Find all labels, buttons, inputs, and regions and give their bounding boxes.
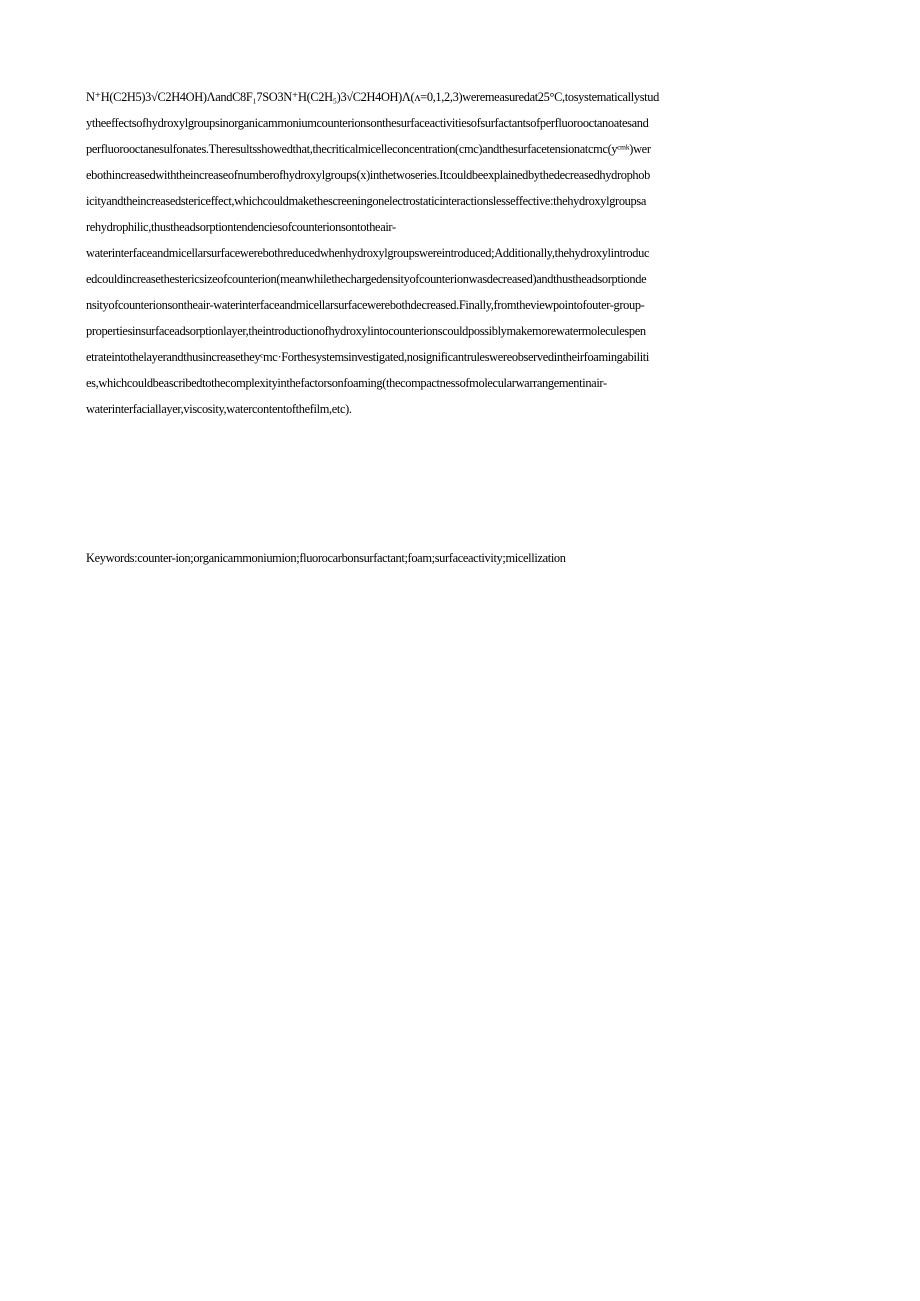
- keywords-line: Keywords:counter-ion;organicammoniumion;fluorocarbonsurfactant;foam;surfaceactivity;micellization: [86, 551, 566, 565]
- abstract-line: waterinterfaciallayer,viscosity,watercontentofthefilm,etc).: [86, 402, 352, 416]
- abstract-line: perfluorooctanesulfonates.Theresultsshowedthat,thecriticalmicelleconcentration(cmc)andthesurfacetensionatcmc(yᶜᵐᵏ)wer: [86, 142, 651, 156]
- abstract-line: ytheeffectsofhydroxylgroupsinorganicammoniumcounterionsonthesurfaceactivitiesofsurfactantsofperfluorooctanoatesand: [86, 116, 649, 130]
- abstract-line: rehydrophilic,thustheadsorptiontendenciesofcounterionsontotheair-: [86, 220, 396, 234]
- abstract-paragraph: [86, 84, 838, 422]
- abstract-line: ebothincreasedwiththeincreaseofnumberofhydroxylgroups(x)inthetwoseries.Itcouldbeexplainedbythedecreasedhydrophob: [86, 168, 650, 182]
- abstract-line: es,whichcouldbeascribedtothecomplexityinthefactorsonfoaming(thecompactnessofmolecularwarrangementinair-: [86, 376, 607, 390]
- abstract-line: icityandtheincreasedstericeffect,whichcouldmakethescreeningonelectrostaticinteractionslesseffective:thehydroxylgroupsa: [86, 194, 646, 208]
- abstract-line: etrateintothelayerandthusincreasetheyᶜmc·Forthesystemsinvestigated,nosignificantruleswereobservedintheirfoamingabiliti: [86, 350, 649, 364]
- abstract-line: edcouldincreasethestericsizeofcounterion(meanwhilethechargedensityofcounterionwasdecreased)andthustheadsorptionde: [86, 272, 647, 286]
- abstract-line: N⁺H(C2H5)3√C2H4OH)ΛandC8F₁7SO3N⁺H(C2H₅)3√C2H4OH)Λ(ʌ=0,1,2,3)weremeasuredat25°C,tosystematicallystud: [86, 90, 659, 104]
- abstract-line: nsityofcounterionsontheair-waterinterfaceandmicellarsurfacewerebothdecreased.Finally,fromtheviewpointofouter-group-: [86, 298, 645, 312]
- abstract-line: propertiesinsurfaceadsorptionlayer,theintroductionofhydroxylintocounterionscouldpossiblymakemorewatermoleculespen: [86, 324, 646, 338]
- abstract-line: waterinterfaceandmicellarsurfacewerebothreducedwhenhydroxylgroupswereintroduced;Additionally,thehydroxylintroduc: [86, 246, 650, 260]
